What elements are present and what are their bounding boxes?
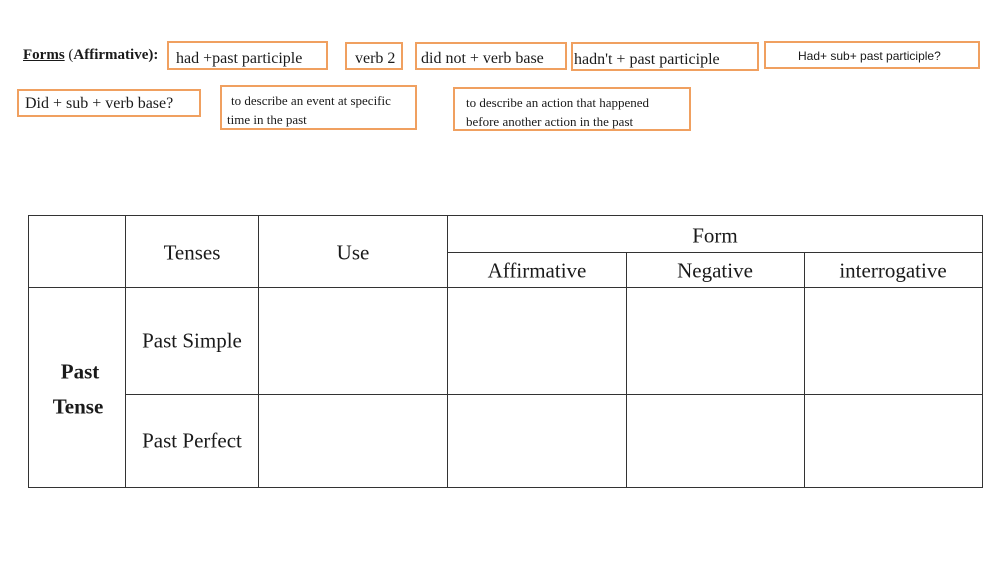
chip-label: Had+ sub+ past participle? bbox=[798, 49, 941, 63]
forms-label-suffix: ): bbox=[148, 47, 159, 63]
chip-label: did not + verb base bbox=[421, 50, 544, 67]
drop-cell-past-perfect-affirmative[interactable] bbox=[448, 395, 626, 487]
chip-did-not-verb-base[interactable] bbox=[415, 42, 567, 70]
chip-use-before-another[interactable] bbox=[453, 87, 691, 131]
chip-use-specific-time[interactable] bbox=[220, 85, 417, 130]
header-tenses: Tenses bbox=[163, 240, 221, 265]
row-group-tense: Tense bbox=[52, 394, 104, 419]
forms-label: Forms (Affirmative): bbox=[23, 47, 159, 63]
chip-verb-2[interactable] bbox=[345, 42, 403, 70]
chip-had-sub-past-participle-question[interactable] bbox=[764, 41, 980, 69]
chip-label: Did + sub + verb base? bbox=[25, 95, 174, 112]
chip-label: verb 2 bbox=[355, 50, 396, 67]
chip-label-line2: before another action in the past bbox=[466, 114, 634, 129]
drop-cell-past-perfect-interrogative[interactable] bbox=[805, 395, 982, 487]
header-negative: Negative bbox=[677, 258, 753, 283]
row-label-past-simple: Past Simple bbox=[142, 328, 242, 353]
chip-hadnt-past-participle[interactable] bbox=[571, 42, 759, 71]
tense-table bbox=[28, 215, 983, 488]
chip-label-line2: time in the past bbox=[227, 112, 307, 127]
header-form: Form bbox=[692, 223, 738, 248]
drop-cell-past-simple-interrogative[interactable] bbox=[805, 288, 982, 394]
header-affirmative: Affirmative bbox=[487, 258, 587, 283]
chip-had-past-participle[interactable] bbox=[167, 41, 328, 70]
drop-cell-past-simple-affirmative[interactable] bbox=[448, 288, 626, 394]
chip-label-line1: to describe an event at specific bbox=[231, 93, 391, 108]
forms-word: Forms bbox=[23, 47, 65, 63]
row-label-past-perfect: Past Perfect bbox=[142, 428, 242, 453]
drop-cell-past-simple-use[interactable] bbox=[259, 288, 447, 394]
chip-label-line1: to describe an action that happened bbox=[466, 95, 650, 110]
drop-cell-past-perfect-negative[interactable] bbox=[627, 395, 804, 487]
chip-label: had +past participle bbox=[176, 50, 303, 67]
affirmative-word: Affirmative bbox=[73, 47, 149, 63]
table-divider bbox=[447, 252, 982, 253]
chip-label: hadn't + past participle bbox=[574, 51, 720, 68]
drop-cell-past-perfect-use[interactable] bbox=[259, 395, 447, 487]
row-group-past: Past bbox=[60, 359, 100, 384]
header-use: Use bbox=[336, 240, 370, 265]
chip-did-sub-verb-base-question[interactable] bbox=[17, 89, 201, 117]
drop-cell-past-simple-negative[interactable] bbox=[627, 288, 804, 394]
header-interrogative: interrogative bbox=[839, 258, 947, 283]
table-divider bbox=[125, 216, 126, 487]
